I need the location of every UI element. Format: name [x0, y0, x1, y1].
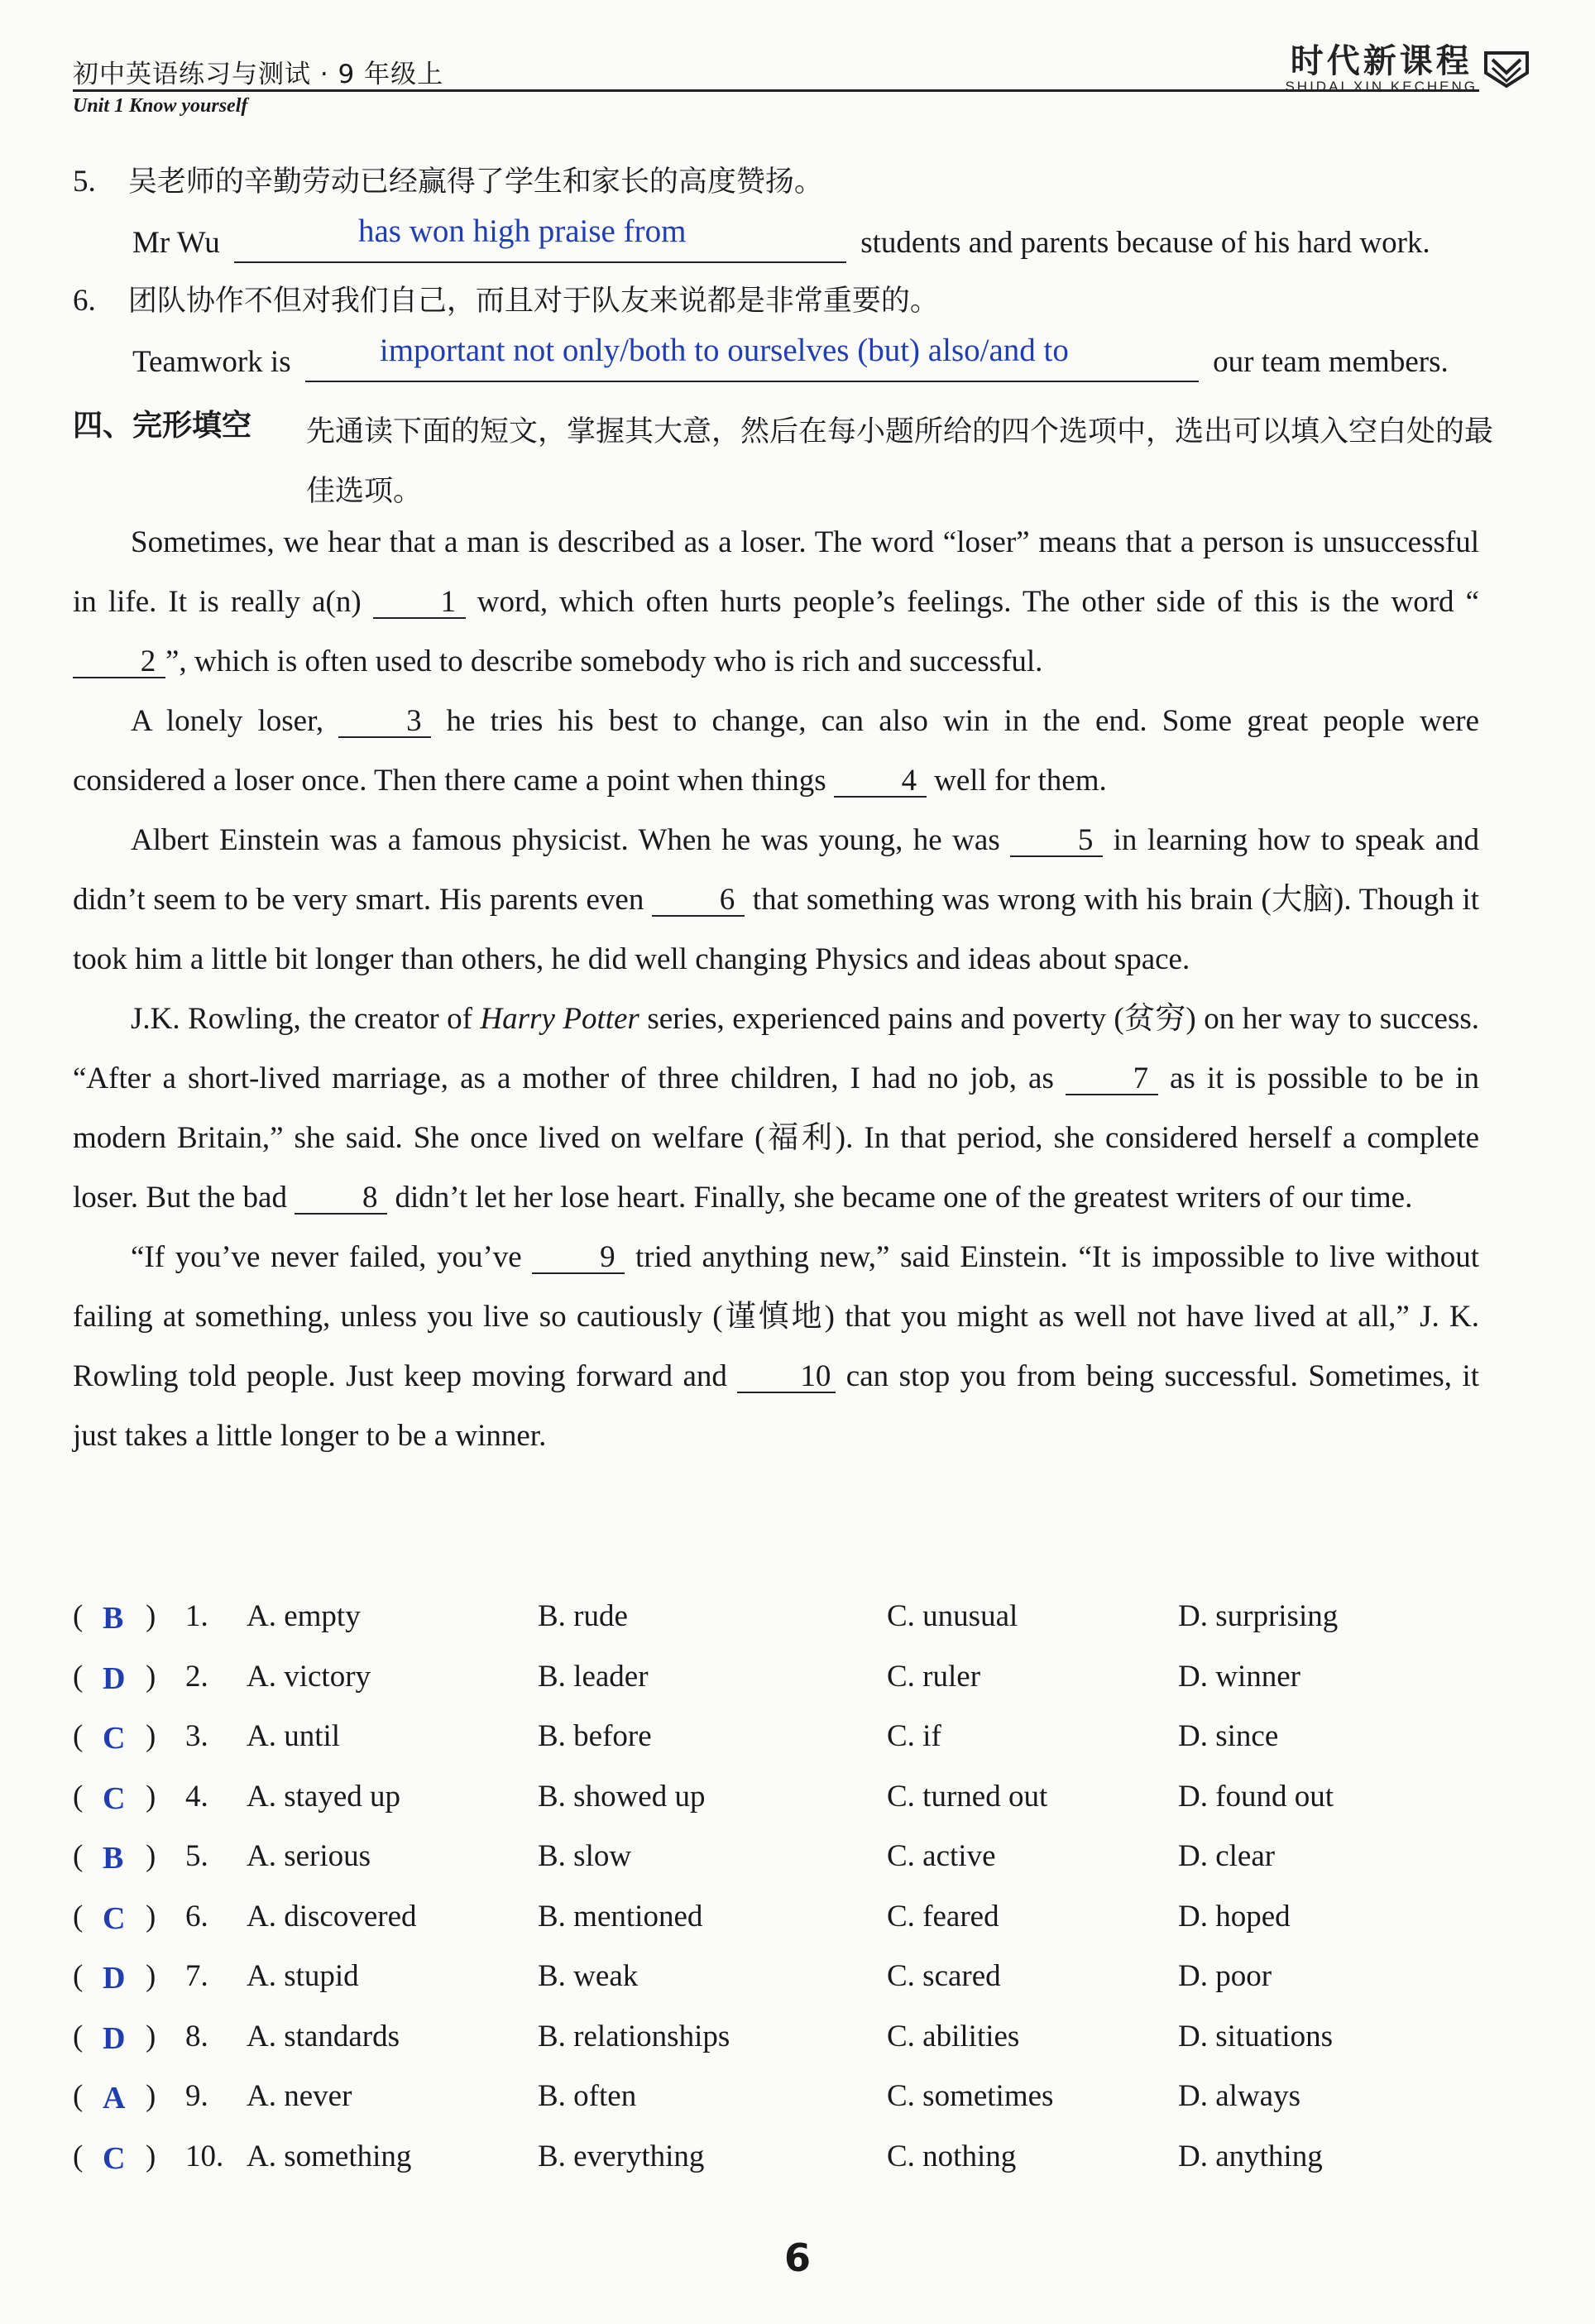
option-a: A. stupid — [247, 1959, 359, 1993]
blank-7: 7 — [1066, 1064, 1158, 1095]
option-c: C. sometimes — [887, 2079, 1054, 2113]
option-b: B. rude — [538, 1599, 628, 1633]
option-d: D. hoped — [1178, 1899, 1291, 1933]
blank-8: 8 — [295, 1183, 387, 1215]
option-c: C. ruler — [887, 1659, 981, 1694]
option-a: A. empty — [247, 1599, 361, 1633]
p3-text-b: in learning how to speak and didn’t seem to be very smart. His parents even — [73, 823, 1480, 917]
option-c: C. scared — [887, 1959, 1001, 1993]
option-b: B. everything — [538, 2139, 705, 2173]
p4-text-c: as it is possible to be in modern Britain,” she said. She once lived on welfare (福利). In that period, she considered herself a complete loser. But the bad — [73, 1061, 1480, 1215]
option-a: A. serious — [247, 1839, 371, 1873]
answer-choice: B — [103, 1841, 124, 1876]
p2-text-b: he tries his best to change, can also win in the end. Some great people were considered a loser once. Then there came a point when things — [73, 704, 1480, 798]
paren-open: ( — [73, 1839, 84, 1873]
option-b: B. relationships — [538, 2019, 730, 2053]
answer-choice: C — [103, 1900, 126, 1936]
option-a: A. stayed up — [247, 1779, 400, 1814]
blank-10: 10 — [737, 1362, 836, 1393]
q6-answer-blank[interactable] — [305, 333, 1199, 382]
book-title-harry-potter: Harry Potter — [480, 1002, 639, 1036]
p5-text-b: tried anything new,” said Einstein. “It is impossible to live without failing at something, unless you live so cautiously (谨慎地) that you might as well not have lived at all,” J. K. Rowling told people. Just keep moving forward and — [73, 1240, 1480, 1393]
blank-1: 1 — [373, 587, 466, 619]
option-d: D. winner — [1178, 1659, 1300, 1694]
p5-text-a: “If you’ve never failed, you’ve — [131, 1240, 522, 1274]
answer-choice: B — [103, 1601, 124, 1636]
q6-answer-line — [132, 333, 1449, 382]
option-d: D. surprising — [1178, 1599, 1339, 1633]
p1-text-b: word, which often hurts people’s feelings. The other side of this is the word “ — [477, 585, 1480, 619]
paragraph-5 — [73, 1228, 1479, 1466]
option-b: B. mentioned — [538, 1899, 703, 1933]
paragraph-4 — [73, 989, 1479, 1228]
q5-answer-blank[interactable] — [234, 213, 846, 263]
option-d: D. anything — [1178, 2139, 1323, 2173]
paren-open: ( — [73, 1659, 84, 1694]
paren-open: ( — [73, 1719, 84, 1753]
blank-2: 2 — [73, 647, 165, 678]
question-row — [73, 1832, 1529, 1892]
answer-choice: A — [103, 2081, 126, 2116]
option-c: C. nothing — [887, 2139, 1017, 2173]
p1-text-c: ”, which is often used to describe somebody who is rich and successful. — [165, 644, 1043, 678]
paren-open: ( — [73, 2079, 84, 2113]
p3-text-c: that something was wrong with his brain (大脑). Though it took him a little bit longer than others, he did well changing Physics and ideas about space. — [73, 883, 1480, 976]
option-c: C. turned out — [887, 1779, 1048, 1814]
p1-text-a: Sometimes, we hear that a man is described as a loser. The word “loser” means that a person is unsuccessful in life. It is really a(n) — [73, 525, 1479, 619]
option-b: B. leader — [538, 1659, 649, 1694]
option-c: C. if — [887, 1719, 941, 1753]
question-row — [73, 2072, 1529, 2132]
q5-suffix: students and parents because of his hard work. — [860, 226, 1430, 260]
paren-open: ( — [73, 1599, 84, 1633]
p4-text-d: didn’t let her lose heart. Finally, she became one of the greatest writers of our time. — [395, 1181, 1413, 1215]
paren-open: ( — [73, 1779, 84, 1814]
question-number: 2. — [185, 1659, 208, 1694]
blank-3: 3 — [338, 707, 431, 738]
option-c: C. abilities — [887, 2019, 1020, 2053]
unit-title: Unit 1 Know yourself — [73, 95, 248, 117]
option-c: C. feared — [887, 1899, 999, 1933]
q6-prompt: 团队协作不但对我们自己，而且对于队友来说都是非常重要的。 — [127, 285, 939, 318]
question-row — [73, 1712, 1529, 1772]
q6-suffix: our team members. — [1213, 345, 1449, 379]
option-d: D. found out — [1178, 1779, 1334, 1814]
question-row — [73, 2012, 1529, 2072]
paren-close: ) — [146, 1719, 156, 1753]
question-row — [73, 1592, 1529, 1652]
option-a: A. until — [247, 1719, 341, 1753]
q6-answer: important not only/both to ourselves (but) also/and to — [379, 333, 1069, 368]
paren-close: ) — [146, 2019, 156, 2053]
option-d: D. situations — [1178, 2019, 1334, 2053]
page-number: 6 — [783, 2235, 811, 2280]
paren-close: ) — [146, 1659, 156, 1694]
option-d: D. always — [1178, 2079, 1300, 2113]
section-instruction: 先通读下面的短文，掌握其大意，然后在每小题所给的四个选项中，选出可以填入空白处的最佳选项。 — [306, 415, 1494, 508]
paragraph-1 — [73, 513, 1479, 692]
question-number: 7. — [185, 1959, 208, 1993]
question-number: 3. — [185, 1719, 208, 1753]
question-number: 6. — [185, 1899, 208, 1933]
option-b: B. weak — [538, 1959, 639, 1993]
q5-answer: has won high praise from — [358, 213, 687, 249]
paren-close: ) — [146, 1959, 156, 1993]
blank-5: 5 — [1010, 826, 1103, 857]
blank-6: 6 — [652, 885, 745, 917]
p5-text-c: can stop you from being successful. Sometimes, it just takes a little longer to be a winner. — [73, 1359, 1480, 1453]
blank-9: 9 — [532, 1243, 625, 1274]
option-b: B. before — [538, 1719, 652, 1753]
brand-name-en: SHIDAI XIN KECHENG — [1285, 79, 1478, 94]
question-number: 4. — [185, 1779, 208, 1814]
option-a: A. victory — [247, 1659, 371, 1694]
option-b: B. often — [538, 2079, 637, 2113]
option-a: A. something — [247, 2139, 412, 2173]
paragraph-3 — [73, 811, 1479, 989]
question-row — [73, 1772, 1529, 1833]
blank-4: 4 — [834, 766, 927, 798]
book-title: 初中英语练习与测试 · 9 年级上 — [73, 60, 444, 89]
p3-text-a: Albert Einstein was a famous physicist. When he was young, he was — [131, 823, 1000, 857]
options-list — [73, 1592, 1529, 2192]
q6-number: 6. — [73, 284, 96, 318]
paren-close: ) — [146, 1599, 156, 1633]
paren-close: ) — [146, 1839, 156, 1873]
brand-logo-icon — [1482, 48, 1530, 91]
paren-close: ) — [146, 1899, 156, 1933]
question-row — [73, 2132, 1529, 2192]
answer-choice: C — [103, 1780, 126, 1816]
option-d: D. since — [1178, 1719, 1279, 1753]
paren-open: ( — [73, 1899, 84, 1933]
option-d: D. poor — [1178, 1959, 1272, 1993]
q6-prefix: Teamwork is — [132, 345, 291, 379]
q5-prompt-line — [73, 164, 823, 200]
paren-close: ) — [146, 2079, 156, 2113]
option-b: B. showed up — [538, 1779, 706, 1814]
option-a: A. never — [247, 2079, 352, 2113]
question-number: 10. — [185, 2139, 224, 2173]
answer-choice: D — [103, 2020, 126, 2056]
p4-text-b: series, experienced pains and poverty (贫穷) on her way to success. “After a short-lived marriage, as a mother of three children, I had no job, as — [73, 1002, 1480, 1095]
answer-choice: D — [103, 1660, 126, 1696]
paren-open: ( — [73, 1959, 84, 1993]
p4-text-a: J.K. Rowling, the creator of — [131, 1002, 472, 1036]
section-title: 四、完形填空 — [73, 409, 252, 443]
q6-prompt-line — [73, 283, 939, 319]
question-row — [73, 1892, 1529, 1953]
brand — [1285, 43, 1478, 94]
p2-text-c: well for them. — [934, 764, 1107, 798]
q5-prompt: 吴老师的辛勤劳动已经赢得了学生和家长的高度赞扬。 — [127, 165, 823, 199]
question-row — [73, 1952, 1529, 2012]
q5-answer-line — [132, 213, 1430, 263]
answer-choice: D — [103, 1961, 126, 1996]
option-c: C. unusual — [887, 1599, 1018, 1633]
question-number: 8. — [185, 2019, 208, 2053]
paren-close: ) — [146, 2139, 156, 2173]
option-a: A. discovered — [247, 1899, 417, 1933]
answer-choice: C — [103, 2140, 126, 2176]
q5-prefix: Mr Wu — [132, 226, 220, 260]
question-number: 9. — [185, 2079, 208, 2113]
cloze-passage — [73, 513, 1479, 1466]
question-number: 5. — [185, 1839, 208, 1873]
q5-number: 5. — [73, 165, 96, 199]
option-c: C. active — [887, 1839, 996, 1873]
paragraph-2 — [73, 692, 1479, 811]
paren-open: ( — [73, 2019, 84, 2053]
paren-open: ( — [73, 2139, 84, 2173]
brand-name-cn: 时代新课程 — [1290, 42, 1473, 80]
option-d: D. clear — [1178, 1839, 1276, 1873]
header-rule — [73, 89, 1479, 92]
question-row — [73, 1652, 1529, 1713]
p2-text-a: A lonely loser, — [131, 704, 324, 738]
answer-choice: C — [103, 1721, 126, 1756]
question-number: 1. — [185, 1599, 208, 1633]
option-a: A. standards — [247, 2019, 400, 2053]
paren-close: ) — [146, 1779, 156, 1814]
option-b: B. slow — [538, 1839, 632, 1873]
